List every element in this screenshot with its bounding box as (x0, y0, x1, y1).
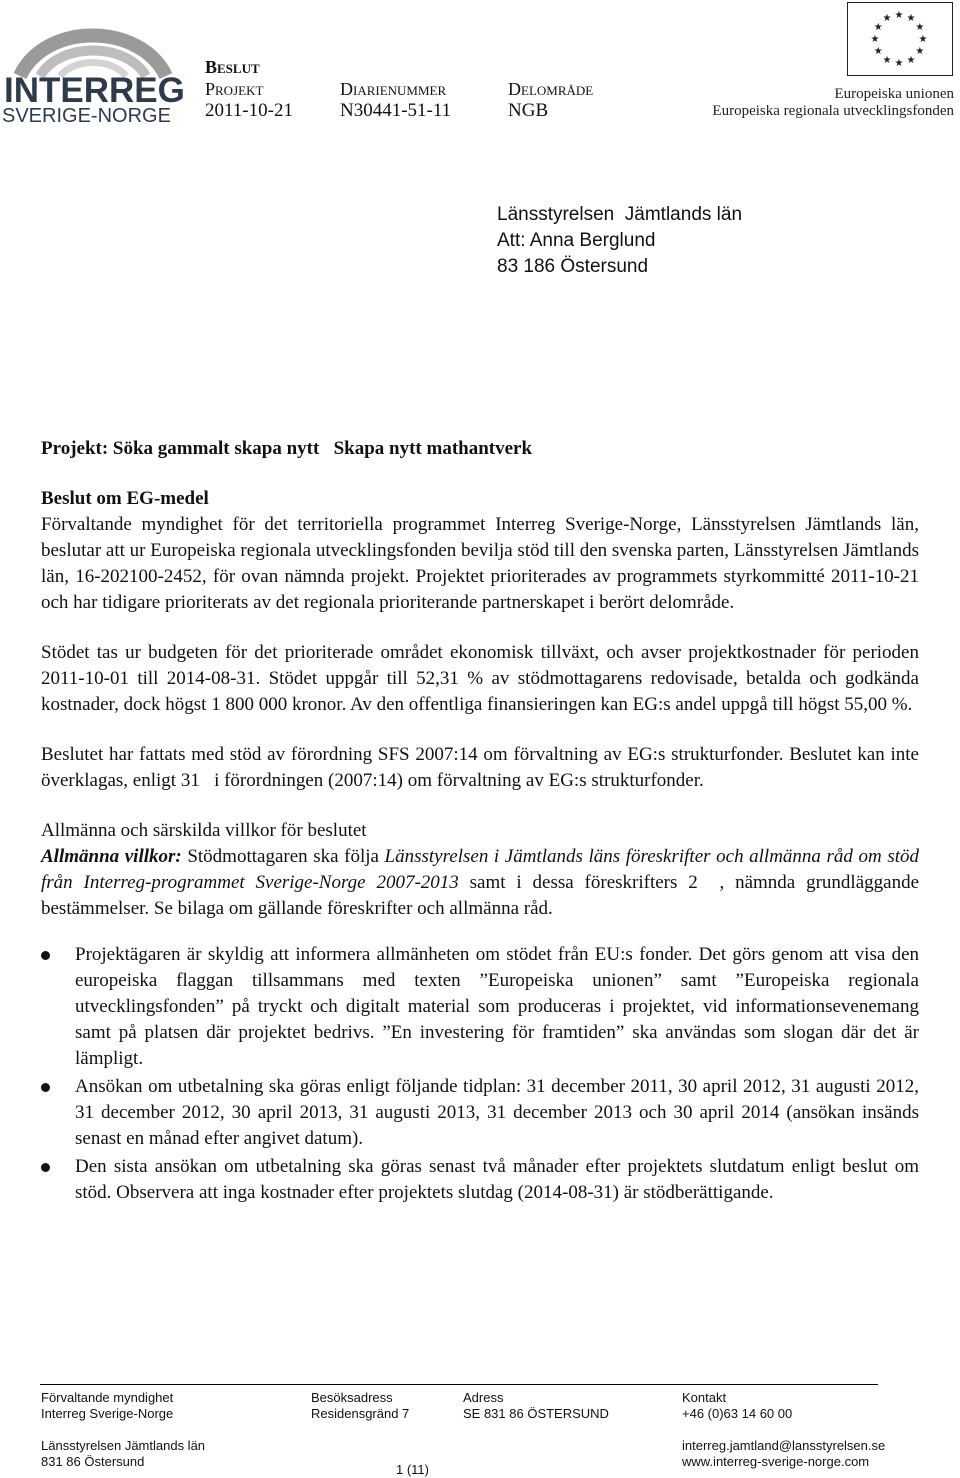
address-line3: 83 186 Östersund (497, 256, 649, 277)
footer-col-adress (463, 1390, 609, 1422)
eu-star: ★ (894, 58, 904, 69)
eu-star: ★ (870, 34, 880, 45)
eu-star: ★ (906, 13, 916, 25)
interreg-logo-icon (0, 14, 186, 130)
villkor-bold: Allmänna villkor: (41, 846, 182, 867)
eu-line1: Europeiska unionen (834, 86, 954, 102)
bullet-icon (41, 1163, 50, 1172)
paragraph-3: Beslutet har fattats med stöd av förordning SFS 2007:14 om förvaltning av EG:s strukturfonder. Beslutet kan inte överklagas, enligt 31 i förordningen (2007:14) om förvaltning av EG:s strukturfonder. (41, 744, 924, 791)
footer-text: 831 86 Östersund (41, 1454, 145, 1469)
eu-flag-icon (847, 2, 953, 76)
footer-website[interactable]: www.interreg-sverige-norge.com (682, 1454, 870, 1469)
list-item-text: Ansökan om utbetalning ska göras enligt följande tidplan: 31 december 2011, 30 april 2012, 31 augusti 2012, 31 december 2012, 30 april 2013, 31 augusti 2013, 31 december 2013 och 30 april 2014 (ansökan insänds senast en månad efter angivet datum). (75, 1076, 919, 1149)
footer-text: SE 831 86 ÖSTERSUND (463, 1406, 609, 1421)
address-line2: Att: Anna Berglund (497, 230, 656, 251)
interreg-logo (0, 14, 186, 130)
villkor-paragraph (41, 844, 924, 922)
bullet-icon (41, 1083, 50, 1092)
page-number: 1 (11) (396, 1462, 429, 1477)
villkor-text2: samt i dessa föreskrifters 2 , nämnda grundläggande bestämmelser. Se bilaga om gällande föreskrifter och allmänna råd. (41, 872, 924, 919)
header-beslut-column (205, 56, 293, 122)
eu-star: ★ (882, 13, 892, 25)
footer-text: Adress (463, 1390, 504, 1405)
project-title: Projekt: Söka gammalt skapa nytt Skapa nytt mathantverk (41, 438, 533, 459)
eu-star: ★ (882, 54, 892, 66)
eu-star: ★ (873, 22, 883, 33)
logo-line2: SVERIGE-NORGE (2, 105, 171, 127)
eu-star: ★ (915, 22, 925, 33)
beslut-heading: Beslut om EG-medel (41, 488, 209, 509)
eu-star: ★ (915, 46, 925, 57)
villkor-heading: Allmänna och särskilda villkor för beslutet (41, 820, 367, 841)
logo-line1: INTERREG (4, 71, 185, 110)
villkor-italic: Länsstyrelsen i Jämtlands läns föreskrifter och allmänna råd om stöd från Interreg-programmet Sverige-Norge 2007-2013 (41, 846, 919, 893)
footer-email[interactable]: interreg.jamtland@lansstyrelsen.se (682, 1438, 886, 1453)
diarienummer-value: N30441-51-11 (340, 100, 452, 121)
list-item (41, 1074, 919, 1152)
eu-star: ★ (873, 46, 883, 57)
header-diarienummer-column (340, 78, 451, 122)
delomrade-value: NGB (508, 100, 549, 121)
footer-text: Besöksadress (311, 1390, 393, 1405)
diarienummer-label: Diarienummer (340, 79, 447, 99)
list-item-text: Den sista ansökan om utbetalning ska göras senast två månader efter projektets slutdatum enligt beslut om stöd. Observera att inga kostnader efter projektets slutdag (2014-08-31) är stödberättigande. (75, 1156, 919, 1203)
list-item (41, 1154, 919, 1206)
eu-star: ★ (918, 34, 928, 45)
footer-col-besoksadress (311, 1390, 409, 1422)
footer-col-myndighet (41, 1390, 205, 1470)
eu-caption (712, 86, 954, 120)
footer-text: Förvaltande myndighet (41, 1390, 174, 1405)
address-line1: Länsstyrelsen Jämtlands län (497, 204, 743, 225)
decision-body (41, 436, 924, 1208)
projekt-date: 2011-10-21 (205, 100, 293, 121)
eu-star: ★ (894, 10, 904, 21)
bullet-icon (41, 951, 50, 960)
list-item-text: Projektägaren är skyldig att informera allmänheten om stödet från EU:s fonder. Det görs genom att visa den europeiska flaggan tillsammans med texten ”Europeiska unionen” samt ”Europeiska regionala utvecklingsfonden” på tryckt och digitalt material som produceras i projektet, vid informationsevenemang samt på platsen där projektet bedrivs. ”En investering för framtiden” ska användas som slogan där det är lämpligt. (75, 944, 919, 1069)
footer-col-kontakt (682, 1390, 885, 1470)
eu-line2: Europeiska regionala utvecklingsfonden (712, 103, 954, 119)
list-item (41, 942, 919, 1072)
footer-divider (40, 1384, 878, 1385)
footer-text: Länsstyrelsen Jämtlands län (41, 1438, 206, 1453)
header-delomrade-column (508, 78, 593, 122)
delomrade-label: Delområde (508, 79, 594, 99)
footer-text: +46 (0)63 14 60 00 (682, 1406, 793, 1421)
footer-text: Residensgränd 7 (311, 1406, 410, 1421)
beslut-label: Beslut (205, 57, 260, 77)
footer-text: Interreg Sverige-Norge (41, 1406, 174, 1421)
villkor-text1: Stödmottagaren ska följa (181, 846, 385, 867)
eu-star: ★ (906, 54, 916, 66)
villkor-list (41, 942, 919, 1206)
paragraph-2: Stödet tas ur budgeten för det prioriterade området ekonomisk tillväxt, och avser projektkostnader för perioden 2011-10-01 till 2014-08-31. Stödet uppgår till 52,31 % av stödmottagarens redovisade, betalda och godkända kostnader, dock högst 1 800 000 kronor. Av den offentliga finansieringen kan EG:s andel uppgå till högst 55,00 %. (41, 642, 919, 715)
footer-text: Kontakt (682, 1390, 727, 1405)
projekt-label: Projekt (205, 79, 264, 99)
recipient-address (497, 202, 742, 280)
paragraph-1: Förvaltande myndighet för det territoriella programmet Interreg Sverige-Norge, Länsstyrelsen Jämtlands län, beslutar att ur Europeiska regionala utvecklingsfonden bevilja stöd till den svenska parten, Länsstyrelsen Jämtlands län, 16-202100-2452, för ovan nämnda projekt. Projektet prioriterades av programmets styrkommitté 2011-10-21 och har tidigare prioriterats av det regionala prioriterande partnerskapet i berört delområde. (41, 514, 919, 613)
